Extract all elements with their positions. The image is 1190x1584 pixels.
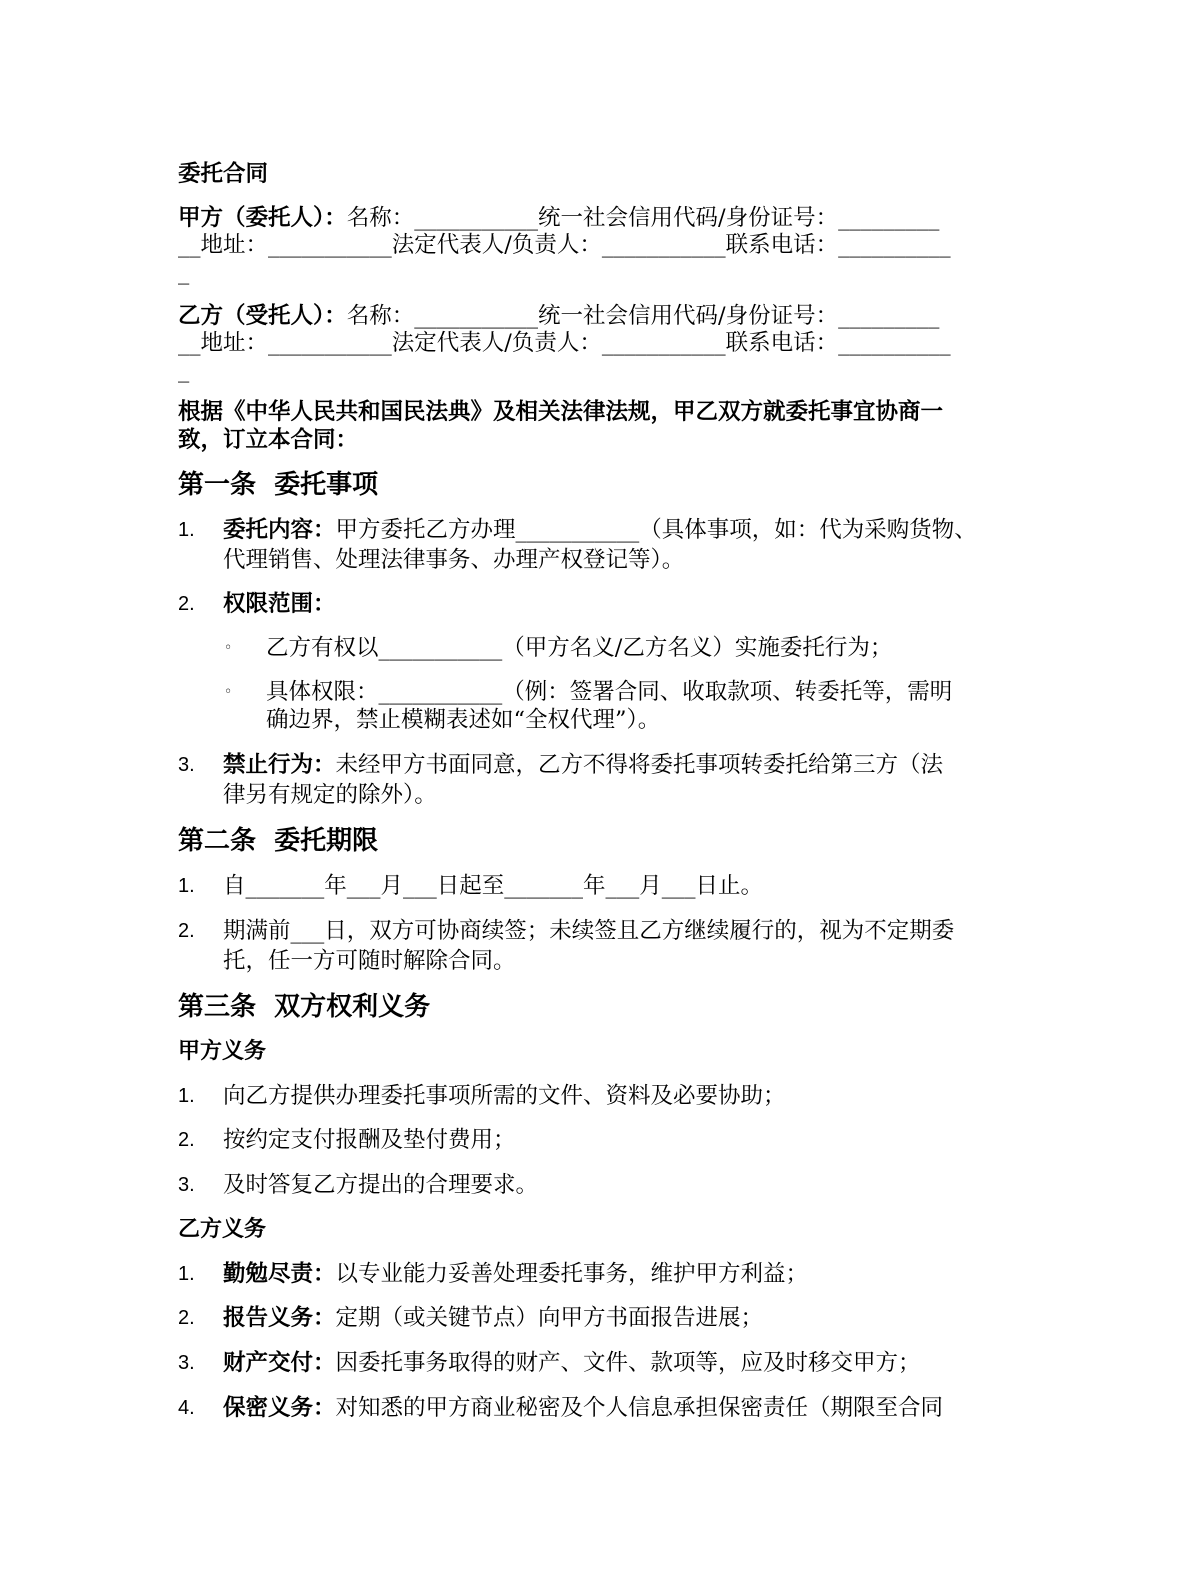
item-label: 权限范围：	[223, 591, 336, 617]
party-a-line-3: _	[178, 259, 190, 285]
article-2-heading: 第二条 委托期限	[178, 826, 379, 856]
list-number: 4.	[178, 1397, 195, 1419]
item-label: 保密义务：	[223, 1395, 336, 1421]
party-b-line-1-text: 名称：___________统一社会信用代码/身份证号：_________	[346, 303, 940, 329]
list-number: 2.	[178, 1307, 195, 1329]
sub-list-item: 乙方有权以___________（甲方名义/乙方名义）实施委托行为；	[266, 635, 893, 661]
list-item	[223, 516, 977, 544]
item-label: 勤勉尽责：	[223, 1261, 336, 1287]
list-number: 1.	[178, 1263, 195, 1285]
document-title: 委托合同	[178, 161, 269, 187]
list-number: 2.	[178, 593, 195, 615]
list-number: 2.	[178, 920, 195, 942]
list-item	[223, 1349, 921, 1377]
party-a-label: 甲方（委托人）：	[178, 205, 347, 231]
list-item: 自_______年___月___日起至_______年___月___日止。	[223, 873, 764, 899]
party-b-obligations-title: 乙方义务	[178, 1216, 267, 1242]
party-a-obligations-title: 甲方义务	[178, 1038, 267, 1064]
list-number: 3.	[178, 1174, 195, 1196]
list-item	[223, 590, 336, 618]
item-text: 甲方委托乙方办理___________（具体事项，如：代为采购货物、	[335, 517, 977, 543]
party-b-line-3: _	[178, 357, 190, 383]
sub-list-item: 具体权限：___________（例：签署合同、收取款项、转委托等，需明	[266, 679, 953, 705]
list-item	[223, 1260, 808, 1288]
list-item	[223, 751, 943, 779]
list-item-continuation: 律另有规定的除外）。	[223, 782, 437, 808]
party-b-line-1	[178, 302, 939, 330]
bullet-icon: ◦	[224, 640, 233, 656]
list-item: 向乙方提供办理委托事项所需的文件、资料及必要协助；	[223, 1083, 786, 1109]
party-a-line-1	[178, 204, 939, 232]
list-item	[223, 1394, 943, 1422]
list-number: 3.	[178, 1352, 195, 1374]
preamble-line-1: 根据《中华人民共和国民法典》及相关法律法规，甲乙双方就委托事宜协商一	[178, 399, 944, 425]
item-text: 未经甲方书面同意，乙方不得将委托事项转委托给第三方（法	[335, 752, 944, 778]
item-text: 因委托事务取得的财产、文件、款项等，应及时移交甲方；	[335, 1350, 921, 1376]
sub-list-item-continuation: 确边界，禁止模糊表述如“全权代理”）。	[266, 707, 661, 733]
item-label: 委托内容：	[223, 517, 336, 543]
list-number: 1.	[178, 1085, 195, 1107]
list-item: 期满前___日，双方可协商续签；未续签且乙方继续履行的，视为不定期委	[223, 918, 955, 944]
preamble-line-2: 致，订立本合同：	[178, 427, 359, 453]
party-b-line-2: __地址：___________法定代表人/负责人：___________联系电话：__________	[178, 330, 951, 356]
party-a-line-1-text: 名称：___________统一社会信用代码/身份证号：_________	[346, 205, 940, 231]
list-number: 3.	[178, 754, 195, 776]
list-item-continuation: 代理销售、处理法律事务、办理产权登记等）。	[223, 547, 685, 573]
party-a-line-2: __地址：___________法定代表人/负责人：___________联系电话：__________	[178, 232, 951, 258]
party-b-label: 乙方（受托人）：	[178, 303, 347, 329]
list-item: 按约定支付报酬及垫付费用；	[223, 1127, 516, 1153]
item-label: 财产交付：	[223, 1350, 336, 1376]
list-item	[223, 1304, 763, 1332]
item-text: 以专业能力妥善处理委托事务，维护甲方利益；	[335, 1261, 809, 1287]
bullet-icon: ◦	[224, 684, 233, 700]
list-item-continuation: 托，任一方可随时解除合同。	[223, 948, 516, 974]
item-text: 定期（或关键节点）向甲方书面报告进展；	[335, 1305, 764, 1331]
list-number: 1.	[178, 875, 195, 897]
item-label: 禁止行为：	[223, 752, 336, 778]
item-text: 对知悉的甲方商业秘密及个人信息承担保密责任（期限至合同	[335, 1395, 944, 1421]
list-number: 2.	[178, 1129, 195, 1151]
article-3-heading: 第三条 双方权利义务	[178, 992, 431, 1022]
list-number: 1.	[178, 519, 195, 541]
list-item: 及时答复乙方提出的合理要求。	[223, 1172, 539, 1198]
item-label: 报告义务：	[223, 1305, 336, 1331]
article-1-heading: 第一条 委托事项	[178, 470, 379, 500]
